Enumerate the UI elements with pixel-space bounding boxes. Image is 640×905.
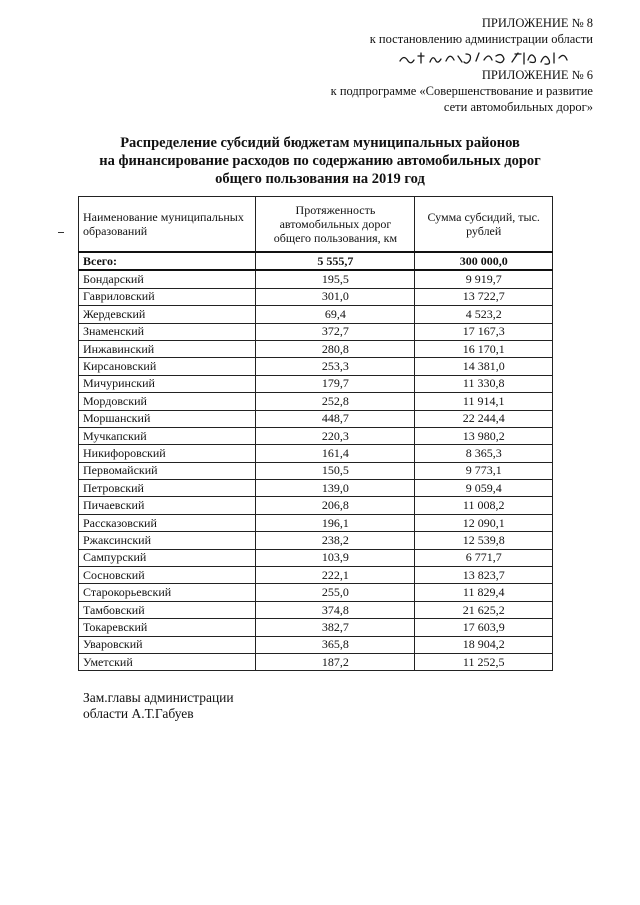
subsidy-sum: 17 167,3: [415, 323, 553, 340]
road-length: 220,3: [256, 427, 415, 444]
table-row: [79, 653, 553, 670]
municipality-name: Уваровский: [79, 636, 256, 653]
road-length: 280,8: [256, 340, 415, 357]
municipality-name: Петровский: [79, 480, 256, 497]
appendix-8-title: ПРИЛОЖЕНИЕ № 8: [481, 16, 593, 30]
table-row: [79, 480, 553, 497]
signature-position: Зам.главы администрации: [83, 690, 234, 705]
municipality-name: Кирсановский: [79, 358, 256, 375]
signature-block: [83, 690, 234, 722]
margin-mark: [58, 232, 64, 233]
subsidy-sum: 13 823,7: [415, 567, 553, 584]
table-row: [79, 462, 553, 479]
road-length: 150,5: [256, 462, 415, 479]
header-subsidy-sum: Сумма субсидий, тыс. рублей: [415, 197, 553, 253]
subsidy-sum: 11 252,5: [415, 653, 553, 670]
subsidy-sum: 13 722,7: [415, 288, 553, 305]
municipality-name: Мордовский: [79, 393, 256, 410]
road-length: 222,1: [256, 567, 415, 584]
subsidy-sum: 12 539,8: [415, 532, 553, 549]
table-row: [79, 427, 553, 444]
table-row: [79, 323, 553, 340]
table-row: [79, 306, 553, 323]
subsidy-sum: 16 170,1: [415, 340, 553, 357]
table-row: [79, 375, 553, 392]
subsidy-sum: 11 008,2: [415, 497, 553, 514]
table-row: [79, 288, 553, 305]
appendix-6-reference-line1: к подпрограмме «Совершенствование и развитие: [330, 84, 593, 98]
subsidy-sum: 8 365,3: [415, 445, 553, 462]
total-length: 5 555,7: [256, 252, 415, 270]
subsidy-table: [78, 196, 553, 671]
table-row: [79, 584, 553, 601]
road-length: 382,7: [256, 619, 415, 636]
appendix-8-reference: к постановлению администрации области: [369, 32, 593, 46]
table-row: [79, 619, 553, 636]
municipality-name: Сосновский: [79, 567, 256, 584]
subsidy-sum: 17 603,9: [415, 619, 553, 636]
table-row: [79, 445, 553, 462]
document-title: [70, 134, 570, 188]
title-line-3: общего пользования на 2019 год: [215, 171, 425, 187]
road-length: 187,2: [256, 653, 415, 670]
handwritten-date-number: [396, 48, 576, 68]
municipality-name: Уметский: [79, 653, 256, 670]
table-row: [79, 340, 553, 357]
table-row: [79, 636, 553, 653]
road-length: 161,4: [256, 445, 415, 462]
municipality-name: Рассказовский: [79, 514, 256, 531]
table-row: [79, 497, 553, 514]
municipality-name: Первомайский: [79, 462, 256, 479]
road-length: 195,5: [256, 270, 415, 288]
road-length: 196,1: [256, 514, 415, 531]
road-length: 448,7: [256, 410, 415, 427]
municipality-name: Жердевский: [79, 306, 256, 323]
table-row: [79, 358, 553, 375]
municipality-name: Гавриловский: [79, 288, 256, 305]
title-line-2: на финансирование расходов по содержанию автомобильных дорог: [99, 153, 541, 169]
road-length: 301,0: [256, 288, 415, 305]
road-length: 206,8: [256, 497, 415, 514]
municipality-name: Никифоровский: [79, 445, 256, 462]
subsidy-sum: 21 625,2: [415, 601, 553, 618]
municipality-name: Сампурский: [79, 549, 256, 566]
table-row: [79, 393, 553, 410]
municipality-name: Мучкапский: [79, 427, 256, 444]
table-header-row: [79, 197, 553, 253]
municipality-name: Мичуринский: [79, 375, 256, 392]
road-length: 139,0: [256, 480, 415, 497]
table-row: [79, 270, 553, 288]
subsidy-sum: 22 244,4: [415, 410, 553, 427]
subsidy-sum: 11 330,8: [415, 375, 553, 392]
appendix-8-block: [370, 15, 593, 47]
road-length: 69,4: [256, 306, 415, 323]
road-length: 103,9: [256, 549, 415, 566]
total-label: Всего:: [79, 252, 256, 270]
table-row: [79, 514, 553, 531]
table-row: [79, 549, 553, 566]
header-municipality: Наименование муниципальных образований: [79, 197, 256, 253]
appendix-6-title: ПРИЛОЖЕНИЕ № 6: [481, 68, 593, 82]
municipality-name: Инжавинский: [79, 340, 256, 357]
appendix-6-block: [331, 67, 593, 115]
subsidy-sum: 9 773,1: [415, 462, 553, 479]
table-row: [79, 532, 553, 549]
table-row: [79, 601, 553, 618]
road-length: 372,7: [256, 323, 415, 340]
subsidy-sum: 6 771,7: [415, 549, 553, 566]
road-length: 255,0: [256, 584, 415, 601]
municipality-name: Токаревский: [79, 619, 256, 636]
municipality-name: Старокорьевский: [79, 584, 256, 601]
subsidy-sum: 4 523,2: [415, 306, 553, 323]
municipality-name: Пичаевский: [79, 497, 256, 514]
subsidy-sum: 11 829,4: [415, 584, 553, 601]
subsidy-sum: 9 059,4: [415, 480, 553, 497]
road-length: 252,8: [256, 393, 415, 410]
header-road-length: Протяженность автомобильных дорог общего пользования, км: [256, 197, 415, 253]
road-length: 374,8: [256, 601, 415, 618]
subsidy-sum: 13 980,2: [415, 427, 553, 444]
road-length: 179,7: [256, 375, 415, 392]
municipality-name: Знаменский: [79, 323, 256, 340]
subsidy-sum: 11 914,1: [415, 393, 553, 410]
total-sum: 300 000,0: [415, 252, 553, 270]
municipality-name: Моршанский: [79, 410, 256, 427]
road-length: 238,2: [256, 532, 415, 549]
signature-name: области А.Т.Габуев: [83, 706, 194, 721]
subsidy-sum: 14 381,0: [415, 358, 553, 375]
subsidy-sum: 12 090,1: [415, 514, 553, 531]
appendix-6-reference-line2: сети автомобильных дорог»: [443, 100, 593, 114]
municipality-name: Бондарский: [79, 270, 256, 288]
title-line-1: Распределение субсидий бюджетам муниципальных районов: [120, 135, 520, 151]
municipality-name: Ржаксинский: [79, 532, 256, 549]
road-length: 365,8: [256, 636, 415, 653]
subsidy-sum: 9 919,7: [415, 270, 553, 288]
road-length: 253,3: [256, 358, 415, 375]
subsidy-sum: 18 904,2: [415, 636, 553, 653]
table-row: [79, 410, 553, 427]
municipality-name: Тамбовский: [79, 601, 256, 618]
table-row: [79, 567, 553, 584]
total-row: [79, 252, 553, 270]
